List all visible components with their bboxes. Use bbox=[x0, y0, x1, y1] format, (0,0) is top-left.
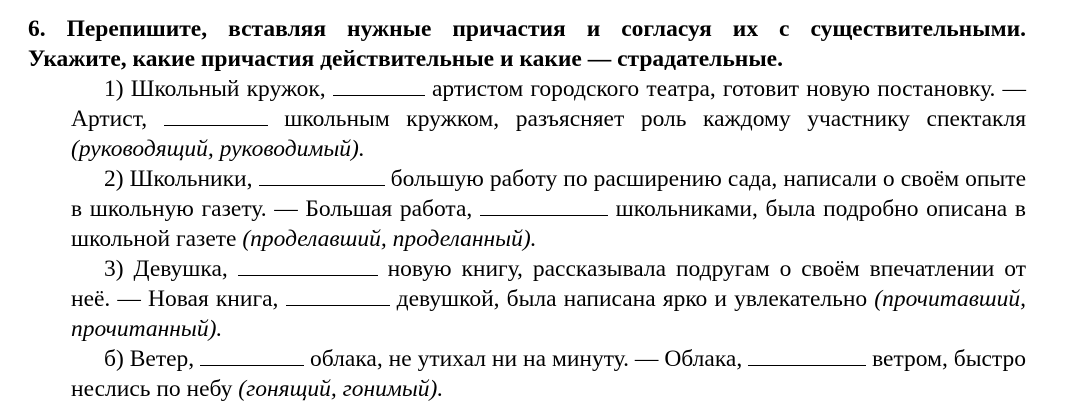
exercise-item-1 bbox=[71, 74, 1026, 164]
answer-blank bbox=[200, 345, 304, 366]
item-text-part-2: облака, не утихал ни на минуту. — Облака, bbox=[310, 346, 743, 372]
answer-blank bbox=[259, 165, 385, 186]
item-text-part-2: большую работу по расширению сада, написали о своём опыте в школьную газету. — Большая работа, bbox=[71, 166, 1027, 222]
answer-blank bbox=[748, 345, 866, 366]
answer-blank bbox=[333, 75, 425, 96]
exercise-page bbox=[28, 14, 1026, 404]
item-hint: (руководящий, руководимый). bbox=[71, 136, 365, 162]
item-text-part-2: артистом городского театра, готовит новую постановку. — Артист, bbox=[71, 76, 1027, 132]
item-text-part-1: Школьный кружок, bbox=[130, 76, 326, 102]
item-marker: 3) bbox=[104, 256, 124, 282]
item-text-part-2: новую книгу, рассказывала подругам о своём впечатлении от неё. — Новая книга, bbox=[71, 256, 1026, 312]
answer-blank bbox=[480, 195, 608, 216]
task-title-line-1: 6. Перепишите, вставляя нужные причастия и согласуя их с существительными. bbox=[28, 16, 1026, 42]
item-text-part-1: Девушка, bbox=[133, 256, 228, 282]
item-marker: 2) bbox=[104, 166, 124, 192]
item-text-part-1: Ветер, bbox=[129, 346, 195, 372]
item-text-part-3: школьным кружком, разъясняет роль каждому участнику спектакля bbox=[284, 106, 1027, 132]
answer-blank bbox=[286, 285, 390, 306]
item-marker: 1) bbox=[104, 76, 124, 102]
item-text-part-1: Школьники, bbox=[129, 166, 253, 192]
answer-blank bbox=[164, 105, 268, 126]
item-hint: (прочитавший, прочитанный). bbox=[71, 286, 1027, 342]
item-text-part-3: ветром, быстро неслись по небу bbox=[71, 346, 1026, 402]
item-hint: (гонящий, гонимый). bbox=[238, 376, 444, 402]
task-title-line-2: Укажите, какие причастия действительные и какие — страдательные. bbox=[28, 46, 783, 72]
task-heading bbox=[28, 14, 1026, 74]
item-text-part-3: девушкой, была написана ярко и увлекательно bbox=[396, 286, 868, 312]
exercise-item-4 bbox=[71, 344, 1026, 404]
item-text-part-3: школьниками, была подробно описана в школьной газете bbox=[71, 196, 1027, 252]
item-marker: б) bbox=[104, 346, 124, 372]
exercise-item-3 bbox=[71, 254, 1026, 344]
exercise-item-2 bbox=[71, 164, 1026, 254]
answer-blank bbox=[238, 255, 378, 276]
item-hint: (проделавший, проделанный). bbox=[242, 226, 537, 252]
